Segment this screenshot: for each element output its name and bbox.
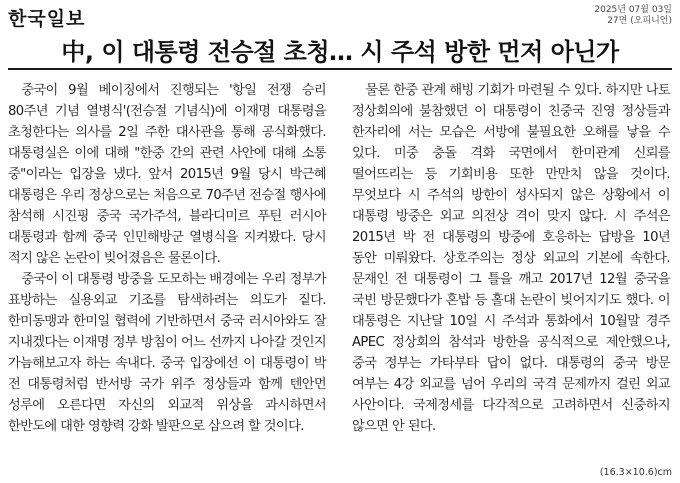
newspaper-logo: 한국일보 (8, 8, 86, 30)
paragraph: 중국이 이 대통령 방중을 도모하는 배경에는 우리 정부가 표방하는 실용외교 기조를 탐색하려는 의도가 짙다. 한미동맹과 한미일 협력에 기반하면서 중국 러시아와도 잘 지내겠다는 이재명 정부 방침이 어느 선까지 나아갈 것인지 가늠해보고자 하는 속내다. 중국 입장에선 이 대통령이 박 전 대통령처럼 반서방 국가 위주 정상들과 함께 텐안먼 성루에 오른다면 자신의 외교적 위상을 과시하면서 한반도에 대한 영향력 강화 발판으로 삼으려 할 것이다. (8, 272, 326, 434)
size-credit: (16.3×10.6)cm (599, 467, 672, 478)
article-column-left (8, 80, 326, 437)
masthead (8, 4, 672, 30)
headline-divider (8, 68, 672, 70)
article-column-right (352, 80, 670, 437)
editorial-headline: 中, 이 대통령 전승절 초청… 시 주석 방한 먼저 아닌가 (61, 38, 619, 66)
page-section: 27면 (오피니언) (607, 16, 672, 26)
paragraph: 중국이 9월 베이징에서 진행되는 '항일 전쟁 승리 80주년 기념 열병식'(전승절 기념식)에 이재명 대통령을 초청한다는 의사를 2일 주한 대사관을 통해 공식화했다. 대통령실은 이에 대해 "한중 간의 관련 사안에 대해 소통 중"이라는 입장을 냈다. 앞서 2015년 9월 당시 박근혜 대통령은 우리 정상으로는 처음으로 70주년 전승절 행사에 참석해 시진핑 중국 국가주석, 블라디미르 푸틴 러시아 대통령과 함께 중국 인민해방군 열병식을 지켜봤다. 당시 적지 않은 논란이 빚어졌음은 물론이다. (8, 83, 326, 266)
issue-date: 2025년 07월 03일 (594, 5, 672, 15)
paragraph: 물론 한중 관계 해빙 기회가 마련될 수 있다. 하지만 나토 정상회의에 불참했던 이 대통령이 친중국 진영 정상들과 한자리에 서는 모습은 서방에 불필요한 오해를 낳을 수 있다. 미중 충돌 격화 국면에서 한미관계 신뢰를 떨어뜨리는 등 기회비용 또한 만만치 않을 것이다. 무엇보다 시 주석의 방한이 성사되지 않은 상황에서 이 대통령 방중은 외교 의전상 격이 맞지 않다. 시 주석은 2015년 박 전 대통령의 방중에 호응하는 답방을 10년 동안 미뤄왔다. 상호주의는 정상 외교의 기본에 속한다. 문재인 전 대통령이 그 틀을 깨고 2017년 12월 중국을 국빈 방문했다가 혼밥 등 홀대 논란이 빚어지기도 했다. 이 대통령은 지난달 10일 시 주석과 통화에서 10월말 경주 APEC 정상회의 참석과 방한을 공식적으로 제안했으나, 중국 정부는 가타부타 답이 없다. 대통령의 중국 방문 여부는 4강 외교를 넘어 우리의 국격 문제까지 걸린 외교 사안이다. 국제정세를 다각적으로 고려하면서 신중하지 않으면 안 된다. (352, 83, 670, 434)
issue-meta (594, 5, 672, 27)
